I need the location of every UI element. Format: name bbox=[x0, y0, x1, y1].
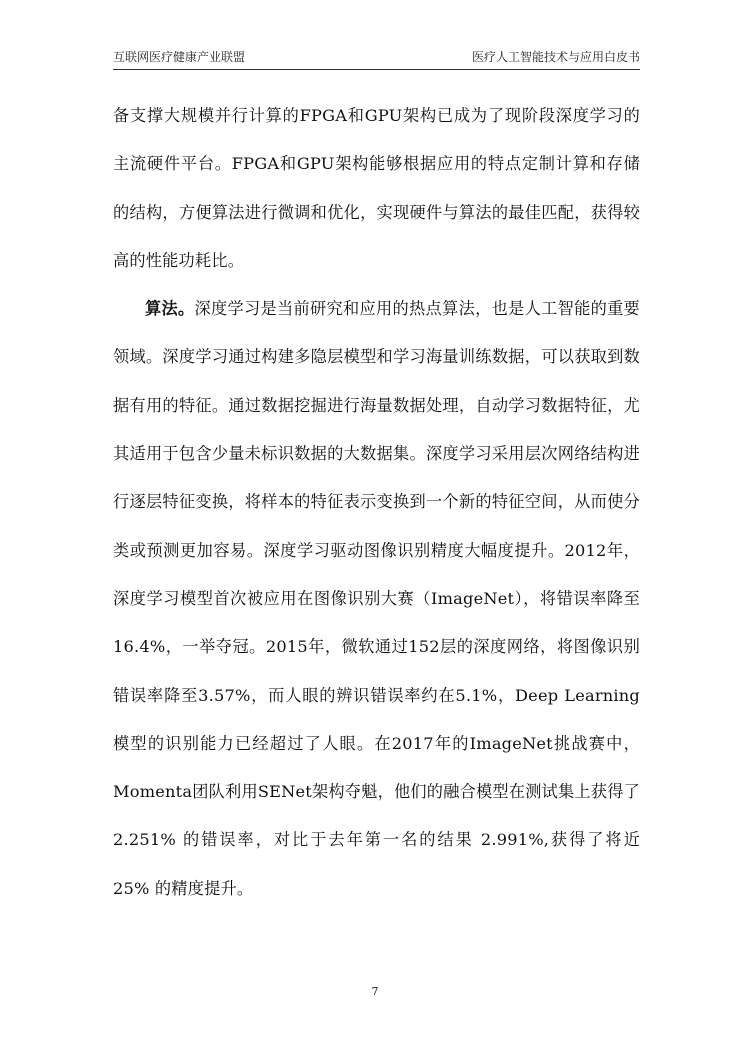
header-organization: 互联网医疗健康产业联盟 bbox=[113, 50, 246, 64]
page-number: 7 bbox=[371, 985, 379, 998]
paragraph-algorithm-text: 深度学习是当前研究和应用的热点算法，也是人工智能的重要领域。深度学习通过构建多隐层模型和学习海量训练数据，可以获取到数据有用的特征。通过数据挖掘进行海量数据处理，自动学习数据特征，尤其适用于包含少量未标识数据的大数据集。深度学习采用层次网络结构进行逐层特征变换，将样本的特征表示变换到一个新的特征空间，从而使分类或预测更加容易。深度学习驱动图像识别精度大幅度提升。2012年，深度学习模型首次被应用在图像识别大赛（ImageNet），将错误率降至16.4%，一举夺冠。2015年，微软通过152层的深度网络，将图像识别错误率降至3.57%，而人眼的辨识错误率约在5.1%，Deep Learning模型的识别能力已经超过了人眼。在2017年的ImageNet挑战赛中，Momenta团队利用SENet架构夺魁，他们的融合模型在测试集上获得了 2.251% 的错误率，对比于去年第一名的结果 2.991%,获得了将近 25% 的精度提升。 bbox=[113, 299, 640, 898]
page-header bbox=[113, 47, 640, 67]
header-document-title: 医疗人工智能技术与应用白皮书 bbox=[471, 50, 640, 64]
paragraph-algorithm bbox=[113, 285, 640, 913]
paragraph-algorithm-heading: 算法。 bbox=[145, 299, 195, 319]
paragraph-hardware: 备支撑大规模并行计算的FPGA和GPU架构已成为了现阶段深度学习的主流硬件平台。FPGA和GPU架构能够根据应用的特点定制计算和存储的结构，方便算法进行微调和优化，实现硬件与算法的最佳匹配，获得较高的性能功耗比。 bbox=[113, 106, 640, 270]
document-body bbox=[113, 92, 640, 913]
header-divider bbox=[113, 69, 640, 70]
